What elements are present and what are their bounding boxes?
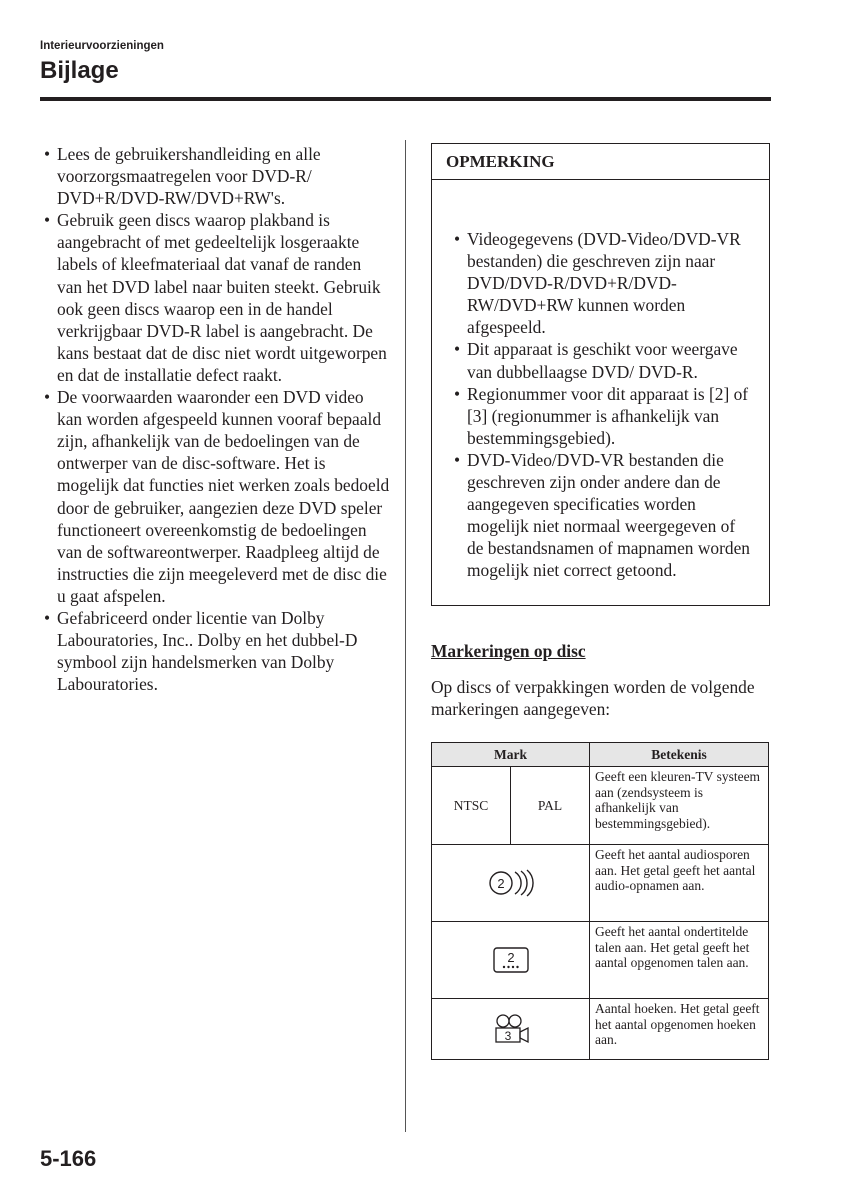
note-item: • DVD-Video/DVD-VR bestanden die geschreven zijn onder andere dan de aangegeven specificaties worden mogelijk niet normaal weergegeven of de bestandsnamen of mapnamen worden mogelijk niet correct getoond. <box>454 449 755 582</box>
meaning-cell: Geeft een kleuren-TV systeem aan (zendsysteem is afhankelijk van bestemmingsgebied). <box>590 767 769 845</box>
table-row <box>432 845 769 922</box>
bullet-item: • Gebruik geen discs waarop plakband is aangebracht of met gedeeltelijk losgeraakte labels of kleefmateriaal dat vanaf de randen van het DVD label naar buiten steekt. Gebruik ook geen discs waarop een in de handel verkrijgbaar DVD-R label is aangebracht. De kans bestaat dat de disc niet wordt uitgeworpen en dat de installatie defect raakt. <box>44 209 390 386</box>
audio-tracks-number: 2 <box>496 876 505 891</box>
mark-cell <box>432 922 590 999</box>
meaning-cell: Geeft het aantal audiosporen aan. Het getal geeft het aantal audio-opnamen aan. <box>590 845 769 922</box>
table-header-row <box>432 743 769 767</box>
note-box <box>431 143 770 606</box>
camera-angles-number: 3 <box>504 1029 511 1043</box>
camera-angles-icon <box>491 1013 531 1045</box>
bullet-item: • De voorwaarden waaronder een DVD video kan worden afgespeeld kunnen vooraf bepaald zijn, afhankelijk van de bedoelingen van de ontwerper van de disc-software. Het is mogelijk dat functies niet werken zoals bedoeld door de gebruiker, aangezien deze DVD speler functioneert overeenkomstig de bedoelingen van de softwareontwerper. Raadpleeg altijd de instructies die zijn meegeleverd met de disc die u gaat afspelen. <box>44 386 390 607</box>
page-number: 5-166 <box>40 1146 97 1171</box>
note-item: • Dit apparaat is geschikt voor weergave van dubbellaagse DVD/ DVD-R. <box>454 338 755 382</box>
section-label: Interieurvoorzieningen <box>40 40 164 52</box>
markings-table <box>431 742 769 1060</box>
note-list <box>432 180 769 582</box>
table-row <box>432 767 769 845</box>
header-rule <box>40 97 771 101</box>
bullet-item: • Lees de gebruikershandleiding en alle voorzorgsmaatregelen voor DVD-R/ DVD+R/DVD-RW/DVD+RW's. <box>44 143 390 209</box>
meaning-cell: Geeft het aantal ondertitelde talen aan. Het getal geeft het aantal opgenomen talen aan. <box>590 922 769 999</box>
mark-pal: PAL <box>511 767 590 845</box>
table-row <box>432 999 769 1060</box>
mark-cell <box>432 999 590 1060</box>
markings-heading: Markeringen op disc <box>431 641 586 661</box>
col-meaning-header: Betekenis <box>590 743 769 767</box>
subtitles-number: 2 <box>506 950 515 965</box>
page-title: Bijlage <box>40 57 119 84</box>
meaning-cell: Aantal hoeken. Het getal geeft het aantal opgenomen hoeken aan. <box>590 999 769 1060</box>
left-column <box>44 143 390 695</box>
note-item: • Videogegevens (DVD-Video/DVD-VR bestanden) die geschreven zijn naar DVD/DVD-R/DVD+R/DVD-RW/DVD+RW kunnen worden afgespeeld. <box>454 228 755 338</box>
table-row <box>432 922 769 999</box>
markings-intro: Op discs of verpakkingen worden de volgende markeringen aangegeven: <box>431 677 755 720</box>
column-divider <box>405 140 406 1132</box>
audio-tracks-icon <box>487 868 535 898</box>
bullet-item: • Gefabriceerd onder licentie van Dolby Labouratories, Inc.. Dolby en het dubbel-D symbool zijn handelsmerken van Dolby Labouratories. <box>44 607 390 695</box>
note-item: • Regionummer voor dit apparaat is [2] of [3] (regionummer is afhankelijk van bestemmingsgebied). <box>454 383 755 449</box>
bullet-list <box>44 143 390 695</box>
col-mark-header: Mark <box>432 743 590 767</box>
mark-cell <box>432 845 590 922</box>
note-heading: OPMERKING <box>432 144 769 180</box>
mark-ntsc: NTSC <box>432 767 511 845</box>
subtitles-icon <box>491 945 531 975</box>
